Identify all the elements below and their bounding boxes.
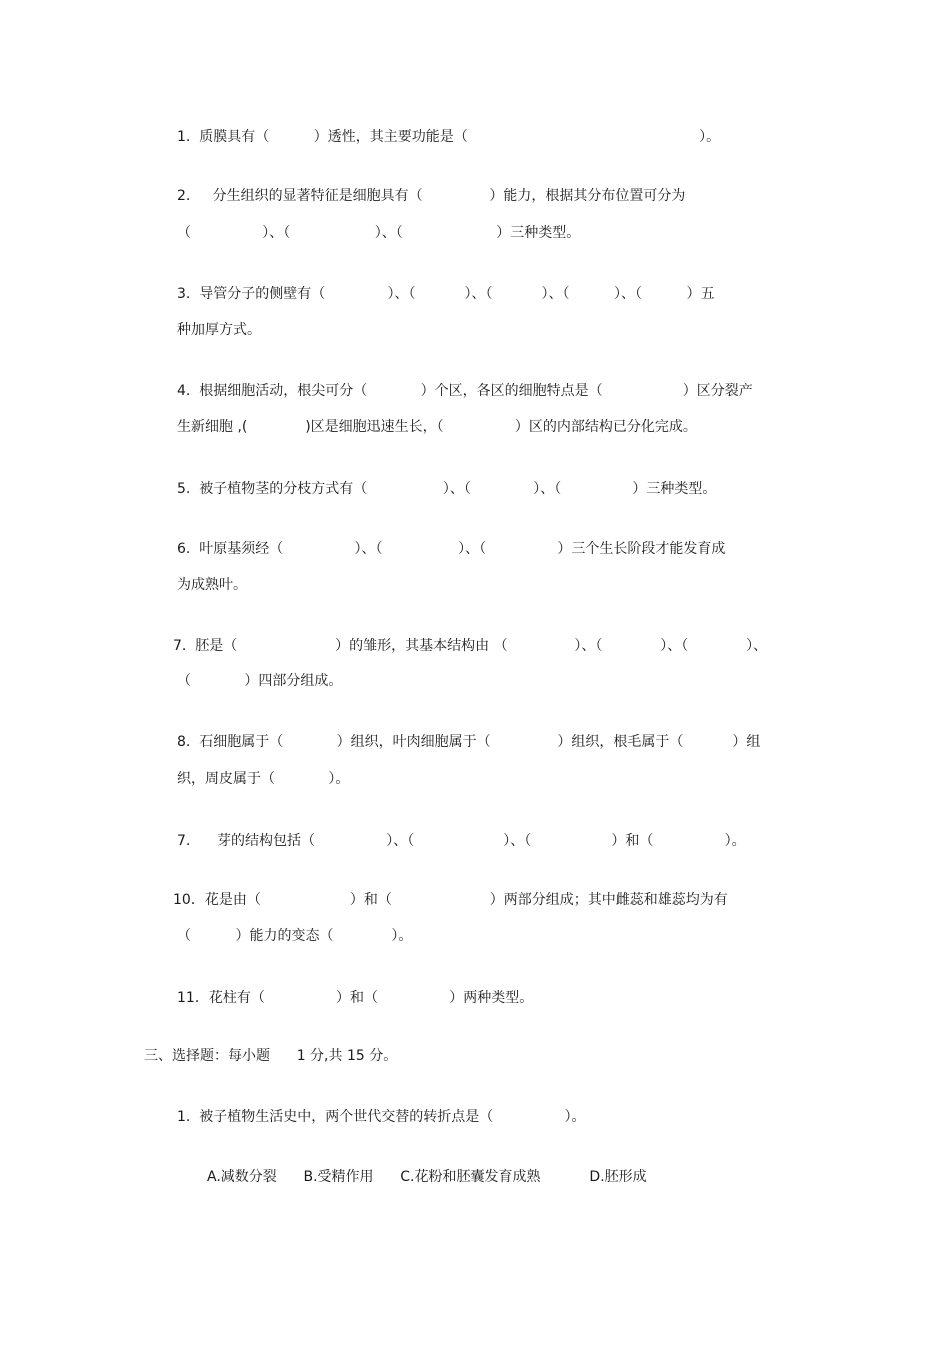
question-8-cont: 织，周皮属于（ ）。	[177, 771, 350, 787]
question-7: 7. 胚是（ ）的雏形，其基本结构由 （ ）、（ ）、（ ）、	[173, 638, 768, 654]
question-3-cont: 种加厚方式。	[177, 322, 261, 338]
question-4-cont: 生新细胞 ,( )区是细胞迅速生长，（ ）区的内部结构已分化完成。	[177, 419, 697, 435]
question-9: 7. 芽的结构包括（ ）、（ ）、（ ）和（ ）。	[177, 833, 746, 849]
choice-question-1: 1. 被子植物生活史中，两个世代交替的转折点是（ ）。	[177, 1109, 586, 1125]
question-2-cont: （ ）、（ ）、（ ）三种类型。	[177, 225, 581, 241]
question-10: 10．花是由（ ）和（ ）两部分组成；其中雌蕊和雄蕊均为有	[173, 892, 728, 908]
question-5: 5. 被子植物茎的分枝方式有（ ）、（ ）、（ ）三种类型。	[177, 481, 717, 497]
section-heading-choice: 三、选择题：每小题 1 分,共 15 分。	[144, 1048, 398, 1064]
question-3: 3. 导管分子的侧壁有（ ）、（ ）、（ ）、（ ）、（ ）五	[177, 286, 715, 302]
question-10-cont: （ ）能力的变态（ ）。	[177, 928, 413, 944]
choice-question-1-options: A.减数分裂 B.受精作用 C.花粉和胚囊发育成熟 D.胚形成	[207, 1169, 647, 1185]
question-2: 2. 分生组织的显著特征是细胞具有（ ）能力，根据其分布位置可分为	[177, 188, 686, 204]
question-7-cont: （ ）四部分组成。	[177, 673, 343, 689]
question-1: 1. 质膜具有（ ）透性，其主要功能是（ ）。	[177, 129, 721, 145]
question-8: 8. 石细胞属于（ ）组织，叶肉细胞属于（ ）组织，根毛属于（ ）组	[177, 734, 761, 750]
question-6-cont: 为成熟叶。	[177, 577, 247, 593]
question-6: 6. 叶原基须经（ ）、（ ）、（ ）三个生长阶段才能发育成	[177, 541, 726, 557]
question-4: 4. 根据细胞活动，根尖可分（ ）个区，各区的细胞特点是（ ）区分裂产	[177, 383, 753, 399]
question-11: 11．花柱有（ ）和（ ）两种类型。	[177, 990, 534, 1006]
